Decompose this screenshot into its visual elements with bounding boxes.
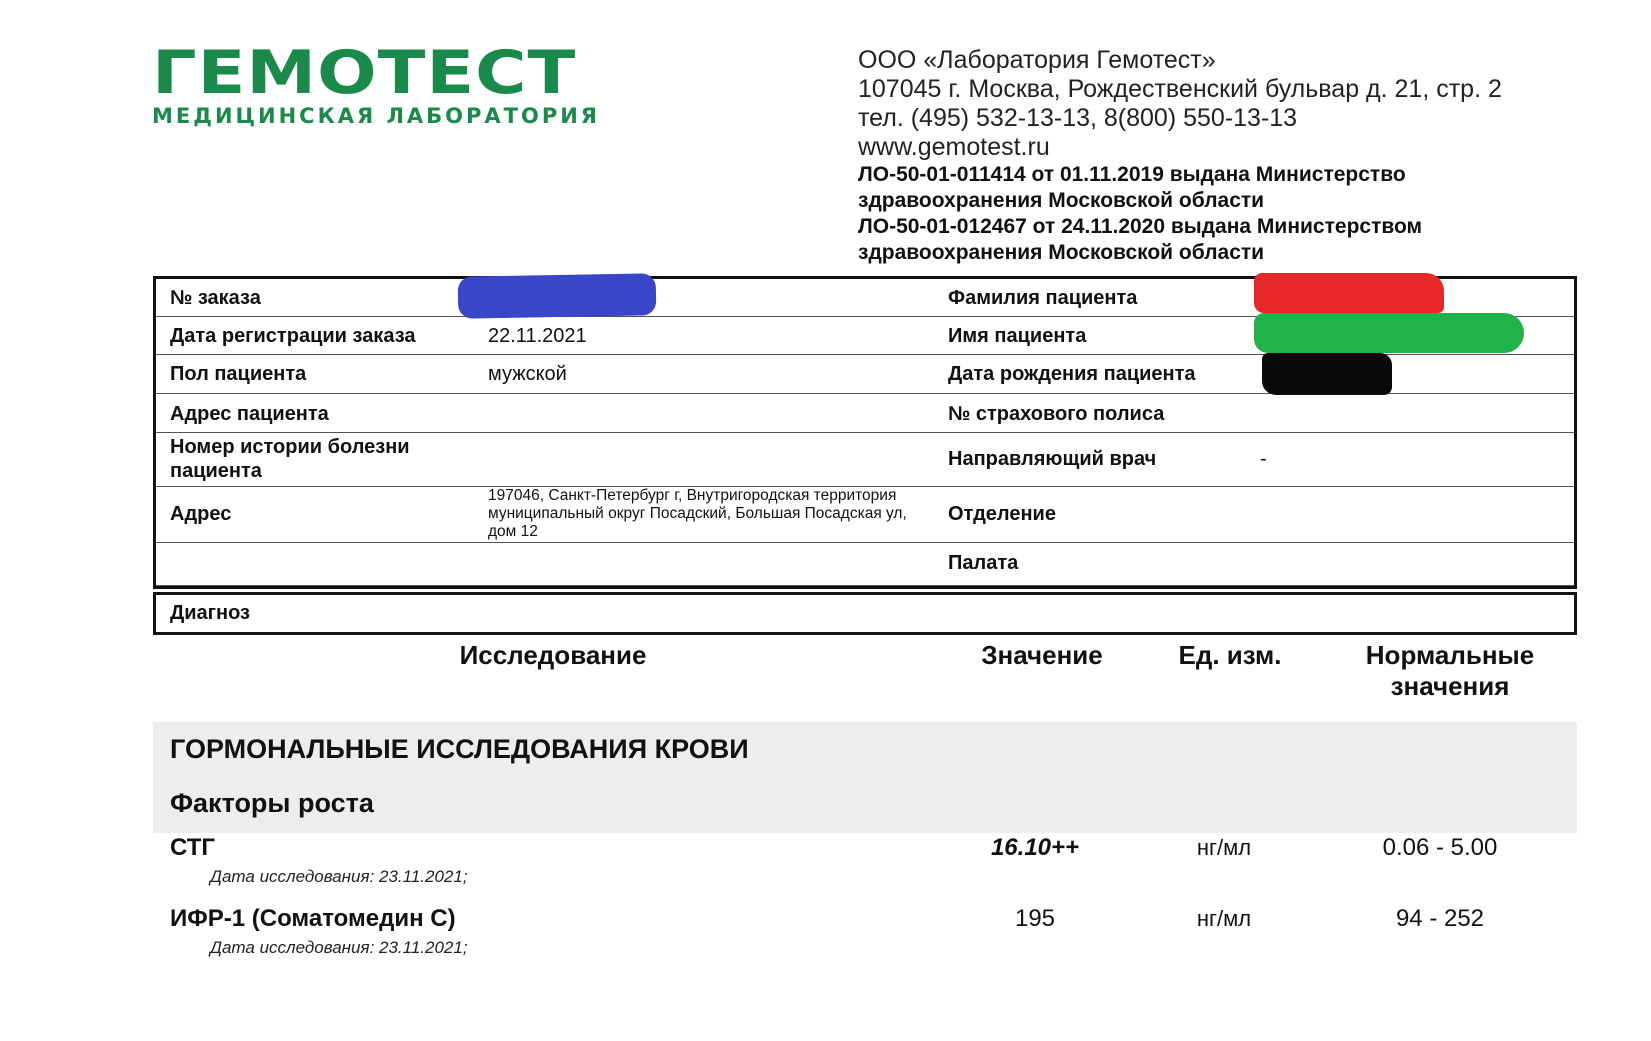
- results-section-header: [153, 722, 1577, 833]
- name-redaction: [1254, 313, 1524, 353]
- diagnosis-label: Диагноз: [170, 602, 250, 624]
- reg-date-label: Дата регистрации заказа: [170, 325, 416, 347]
- birth-date-redaction: [1262, 353, 1392, 395]
- header-study: Исследование: [459, 640, 647, 670]
- company-logo: [152, 37, 652, 128]
- lab-address-value: 197046, Санкт-Петербург г, Внутригородская территория муниципальный округ Посадский, Большая Посадская ул, дом 12: [488, 487, 907, 540]
- header-unit: Ед. изм.: [1178, 640, 1282, 670]
- patient-address-label: Адрес пациента: [170, 403, 329, 425]
- test-norm: 94 - 252: [1395, 905, 1485, 932]
- header-value: Значение: [981, 640, 1103, 670]
- test-name: СТГ: [170, 834, 215, 861]
- surname-redaction: [1254, 273, 1444, 313]
- section-subtitle: Факторы роста: [170, 788, 374, 818]
- test-name: ИФР-1 (Соматомедин С): [170, 905, 456, 932]
- row-history: [156, 433, 1574, 487]
- row-address: [156, 394, 1574, 433]
- test-value: 16.10++: [990, 834, 1080, 861]
- company-phone: тел. (495) 532-13-13, 8(800) 550-13-13: [858, 104, 1298, 132]
- company-website[interactable]: www.gemotest.ru: [858, 133, 1050, 161]
- reg-date-value: 22.11.2021: [488, 325, 587, 347]
- section-title: ГОРМОНАЛЬНЫЕ ИССЛЕДОВАНИЯ КРОВИ: [170, 734, 749, 764]
- doctor-value: -: [1260, 448, 1267, 470]
- license-2-line-2: здравоохранения Московской области: [858, 241, 1265, 264]
- policy-label: № страхового полиса: [948, 403, 1165, 425]
- company-address: 107045 г. Москва, Рождественский бульвар д. 21, стр. 2: [858, 75, 1502, 103]
- company-name: ООО «Лаборатория Гемотест»: [858, 46, 1216, 74]
- sex-value: мужской: [488, 363, 567, 385]
- patient-info-table: [153, 276, 1577, 589]
- test-norm: 0.06 - 5.00: [1382, 834, 1498, 861]
- sex-label: Пол пациента: [170, 363, 307, 385]
- test-date: Дата исследования: 23.11.2021;: [210, 867, 468, 886]
- history-label: Номер истории болезни пациента: [170, 436, 410, 482]
- row-lab-address: [156, 487, 1574, 543]
- department-label: Отделение: [948, 503, 1056, 525]
- row-ward: [156, 543, 1574, 586]
- logo-title: ГЕМОТЕСТ: [152, 37, 577, 108]
- diagnosis-box: [153, 592, 1577, 635]
- order-label: № заказа: [170, 287, 261, 309]
- license-1-line-1: ЛО-50-01-011414 от 01.11.2019 выдана Министерство: [858, 163, 1406, 186]
- test-value: 195: [1014, 905, 1056, 932]
- test-date: Дата исследования: 23.11.2021;: [210, 938, 468, 957]
- order-number-redaction: [458, 273, 657, 318]
- lab-address-label: Адрес: [170, 503, 232, 525]
- doctor-label: Направляющий врач: [948, 448, 1157, 470]
- logo-subtitle: МЕДИЦИНСКАЯ ЛАБОРАТОРИЯ: [152, 104, 600, 128]
- ward-label: Палата: [948, 552, 1019, 574]
- test-unit: нг/мл: [1196, 906, 1252, 931]
- test-unit: нг/мл: [1196, 835, 1252, 860]
- license-1-line-2: здравоохранения Московской области: [858, 189, 1265, 212]
- license-2-line-1: ЛО-50-01-012467 от 24.11.2020 выдана Министерством: [858, 215, 1423, 238]
- header-norm: Нормальные значения: [1365, 640, 1535, 701]
- company-info: [858, 46, 1618, 266]
- birth-label: Дата рождения пациента: [948, 363, 1196, 385]
- name-label: Имя пациента: [948, 325, 1087, 347]
- surname-label: Фамилия пациента: [948, 287, 1138, 309]
